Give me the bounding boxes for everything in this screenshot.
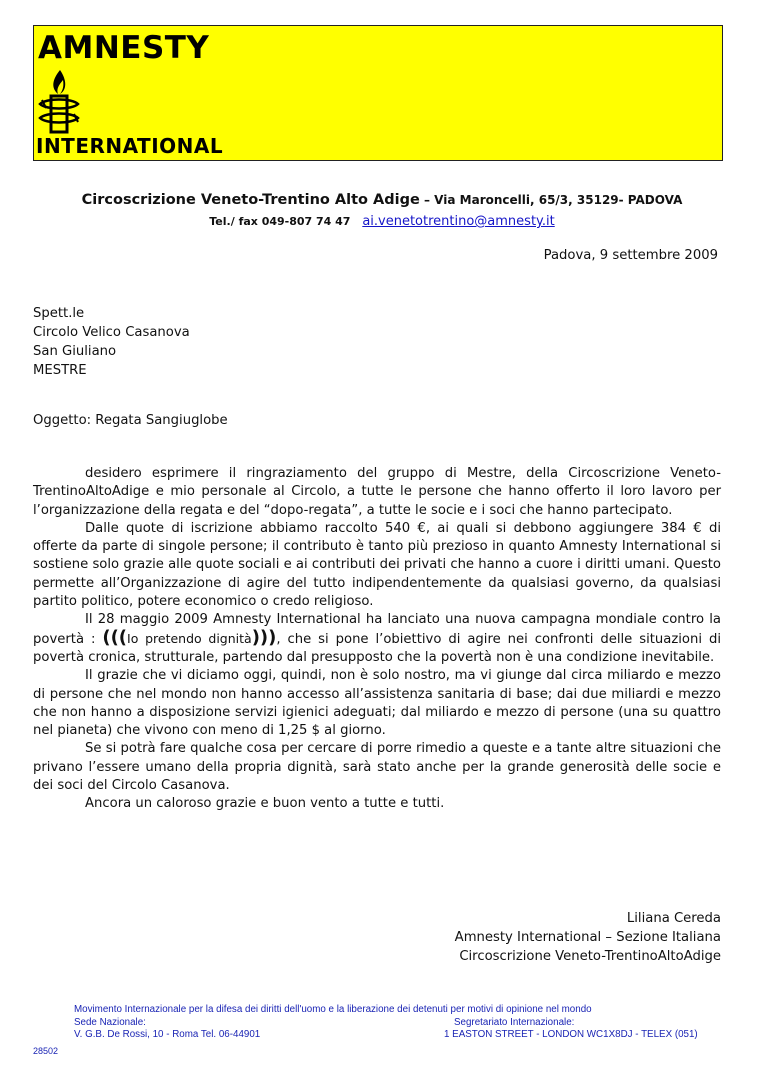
- letter-date: Padova, 9 settembre 2009: [543, 248, 718, 263]
- campaign-description: , che si pone l’obiettivo di agire nei confronti delle situazioni di povertà cronica, strutturale, partendo dal presupposto che la povertà non è una condizione inevitabile.: [33, 631, 721, 665]
- org-name: AMNESTY: [38, 30, 210, 66]
- body-paragraph: [33, 611, 721, 667]
- letter-subject: Oggetto: Regata Sangiuglobe: [33, 413, 228, 428]
- office-address: – Via Maroncelli, 65/3, 35129- PADOVA: [419, 193, 683, 207]
- email-link[interactable]: ai.venetotrentino@amnesty.it: [362, 214, 555, 229]
- letterhead-banner: [33, 25, 723, 161]
- org-subtitle: INTERNATIONAL: [36, 134, 224, 158]
- sede-label: Sede Nazionale:: [74, 1016, 146, 1028]
- reference-code: 28502: [33, 1046, 59, 1056]
- circoscrizione-name: Circoscrizione Veneto-Trentino Alto Adige: [81, 192, 420, 208]
- campaign-paren-open: (((: [102, 626, 128, 648]
- campaign-intro: Il 28 maggio 2009 Amnesty International ha lanciato una nuova campagna mondiale contro la povertà :: [33, 612, 721, 647]
- recipient-name: Circolo Velico Casanova: [33, 325, 190, 340]
- body-paragraph: Se si potrà fare qualche cosa per cercare di porre rimedio a queste e a tante altre situazioni che privano l’essere umano della propria dignità, sarà stato anche per la grande generosità delle socie e dei soci del Circolo Casanova.: [33, 741, 721, 794]
- recipient-city: MESTRE: [33, 363, 87, 378]
- letter-footer: [74, 1004, 714, 1042]
- letter-body: [33, 465, 721, 814]
- phone-fax: Tel./ fax 049-807 74 47: [209, 215, 351, 228]
- footer-labels-row: [74, 1017, 714, 1030]
- signer-section: Circoscrizione Veneto-TrentinoAltoAdige: [459, 949, 721, 964]
- recipient-block: [33, 304, 190, 380]
- body-paragraph: Il grazie che vi diciamo oggi, quindi, non è solo nostro, ma vi giunge dal circa miliardo e mezzo di persone che nel mondo non hanno accesso all’assistenza sanitaria di base; dai due miliardi e mezzo che non hanno a disposizione servizi igienici adeguati; dal miliardo e mezzo di persone (una su quattro nel pianeta) che vivono con meno di 1,25 $ al giorno.: [33, 668, 721, 739]
- segretariato-address: 1 EASTON STREET - LONDON WC1X8DJ - TELEX (051): [444, 1029, 698, 1040]
- recipient-salutation: Spett.le: [33, 306, 85, 321]
- candle-barbed-wire-icon: [36, 68, 82, 134]
- sede-address: V. G.B. De Rossi, 10 - Roma Tel. 06-44901: [74, 1029, 261, 1040]
- segretariato-label: Segretariato Internazionale:: [454, 1016, 575, 1028]
- body-paragraph: Ancora un caloroso grazie e buon vento a tutte e tutti.: [85, 796, 445, 812]
- campaign-name: Io pretendo dignità: [127, 630, 252, 646]
- body-paragraph: Dalle quote di iscrizione abbiamo raccolto 540 €, ai quali si debbono aggiungere 384 € di offerte da parte di singole persone; il contributo è tanto più prezioso in quanto Amnesty International si sostiene solo grazie alle quote sociali e ai contributi dei privati che hanno a cuore i diritti umani. Questo permette all’Organizzazione di agire del tutto indipendentemente da qualsiasi governo, da qualsiasi partito politico, potere economico o credo religioso.: [33, 520, 721, 610]
- campaign-paren-close: ))): [251, 626, 277, 648]
- body-paragraph: desidero esprimere il ringraziamento del gruppo di Mestre, della Circoscrizione Veneto-TrentinoAltoAdige e mio personale al Circolo, a tutte le persone che hanno offerto il loro lavoro per l’organizzazione della regata e del “dopo-regata”, a tutte le socie e i soci che hanno partecipato.: [33, 466, 721, 518]
- recipient-locality: San Giuliano: [33, 344, 117, 359]
- letterhead-address: [0, 192, 764, 208]
- footer-address-row: [74, 1029, 714, 1042]
- footer-movement: Movimento Internazionale per la difesa dei diritti dell'uomo e la liberazione dei detenuti per motivi di opinione nel mondo: [74, 1004, 592, 1015]
- signature-block: [455, 909, 721, 966]
- letterhead-contact: [0, 214, 764, 229]
- signer-name: Liliana Cereda: [626, 911, 721, 926]
- signer-organization: Amnesty International – Sezione Italiana: [454, 930, 721, 945]
